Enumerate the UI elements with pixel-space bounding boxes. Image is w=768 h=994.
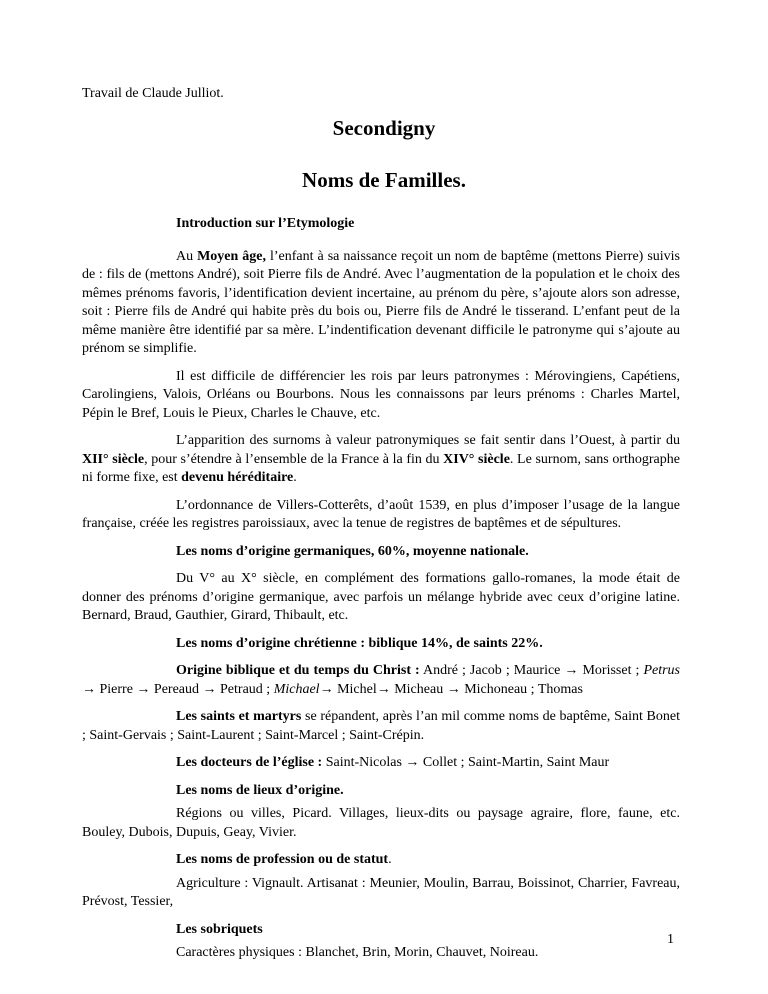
page-number: 1 xyxy=(667,932,674,947)
document-title: Secondigny xyxy=(332,116,436,140)
heading-introduction: Introduction sur l’Etymologie xyxy=(176,216,355,231)
paragraph-saints: Les saints et martyrs se répandent, après l’an mil comme noms de baptême, Saint Bonet ; Saint-Gervais ; Saint-Laurent ; Saint-Marcel ; Saint-Crépin. xyxy=(82,709,680,743)
document-body xyxy=(82,215,680,963)
heading-lieux: Les noms de lieux d’origine. xyxy=(176,782,344,798)
paragraph-sobriquets: Caractères physiques : Blanchet, Brin, Morin, Chauvet, Noireau. xyxy=(176,945,539,960)
paragraph-rois: Il est difficile de différencier les rois par leurs patronymes : Mérovingiens, Capétiens, Carolingiens, Valois, Orléans ou Bourbons. Nous les connaissons par leurs prénoms : Charles Martel, Pépin le Bref, Louis le Pieux, Charles le Chauve, etc. xyxy=(82,368,680,421)
heading-sobriquets: Les sobriquets xyxy=(176,921,263,937)
heading-germaniques: Les noms d’origine germaniques, 60%, moyenne nationale. xyxy=(176,543,529,559)
paragraph-profession: Agriculture : Vignault. Artisanat : Meunier, Moulin, Barrau, Boissinot, Charrier, Favreau, Prévost, Tessier, xyxy=(82,875,680,909)
heading-profession: Les noms de profession ou de statut. xyxy=(176,852,392,867)
paragraph-germaniques: Du V° au X° siècle, en complément des formations gallo-romanes, la mode était de donner des prénoms d’origine germanique, avec parfois un mélange hybride avec ceux d’origine latine. Bernard, Braud, Gauthier, Girard, Thibault, etc. xyxy=(82,571,680,623)
paragraph-lieux: Régions ou villes, Picard. Villages, lieux-dits ou paysage agraire, flore, faune, etc. Bouley, Dubois, Dupuis, Geay, Vivier. xyxy=(82,806,680,840)
paragraph-docteurs: Les docteurs de l’église : Saint-Nicolas → Collet ; Saint-Martin, Saint Maur xyxy=(176,755,610,770)
paragraph-moyen-age: Au Moyen âge, l’enfant à sa naissance reçoit un nom de baptême (mettons Pierre) suivis de : fils de (mettons André), soit Pierre fils de André. Avec l’augmentation de la population et le choix des mêmes prénoms favoris, l’identification devient incertaine, au prénom du père, s’ajoute alors son adresse, soit : Pierre fils de André qui habite près du bois ou, Pierre fils de André le tisserand. L’enfant peut de la même manière être identifié par sa mère. L’indentification devenant difficile le patronyme qui s’ajoute au prénom se simplifie. xyxy=(82,248,680,356)
paragraph-ordonnance: L’ordonnance de Villers-Cotterêts, d’août 1539, en plus d’imposer l’usage de la langue française, créée les registres paroissiaux, avec la tenue de registres de baptêmes et de sépultures. xyxy=(82,497,680,531)
paragraph-biblique: Origine biblique et du temps du Christ : André ; Jacob ; Maurice → Morisset ; Petrus → Pierre → Pereaud → Petraud ; Michael→ Michel→ Micheau → Michoneau ; Thomas xyxy=(82,663,680,697)
paragraph-surnoms: L’apparition des surnoms à valeur patronymiques se fait sentir dans l’Ouest, à partir du XII° siècle, pour s’étendre à l’ensemble de la France à la fin du XIV° siècle. Le surnom, sans orthographe ni forme fixe, est devenu héréditaire. xyxy=(82,433,680,485)
heading-chretienne: Les noms d’origine chrétienne : biblique 14%, de saints 22%. xyxy=(176,635,543,651)
author-line: Travail de Claude Julliot. xyxy=(82,86,224,101)
document-subtitle: Noms de Familles. xyxy=(302,168,466,192)
